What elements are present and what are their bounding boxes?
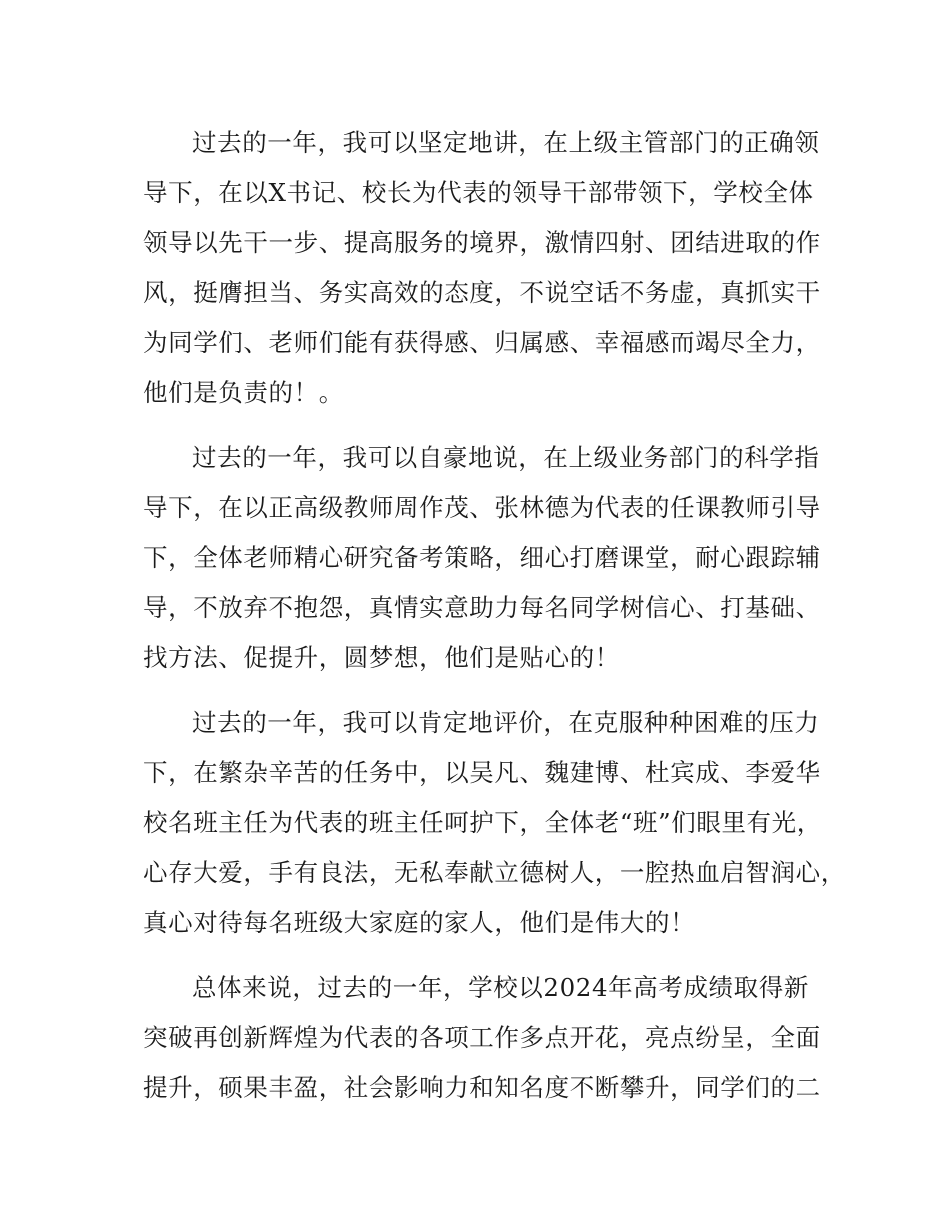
text-line: 校名班主任为代表的班主任呵护下，全体老“班”们眼里有光， bbox=[143, 808, 822, 837]
text-line: 导下，在以X书记、校长为代表的领导干部带领下，学校全体 bbox=[143, 178, 814, 207]
text-line: 过去的一年，我可以坚定地讲，在上级主管部门的正确领 bbox=[192, 128, 820, 157]
text-line: 下，全体老师精心研究备考策略，细心打磨课堂，耐心跟踪辅 bbox=[143, 543, 821, 572]
text-line: 下，在繁杂辛苦的任务中，以吴凡、魏建博、杜宾成、李爱华 bbox=[143, 758, 821, 787]
text-line: 真心对待每名班级大家庭的家人，他们是伟大的！ bbox=[143, 908, 696, 937]
text-line: 总体来说，过去的一年，学校以2024年高考成绩取得新 bbox=[192, 973, 809, 1002]
text-line: 他们是负责的！。 bbox=[143, 378, 344, 407]
text-line: 过去的一年，我可以肯定地评价，在克服种种困难的压力 bbox=[192, 708, 820, 737]
text-line: 为同学们、老师们能有获得感、归属感、幸福感而竭尽全力， bbox=[143, 328, 821, 357]
text-line: 领导以先干一步、提高服务的境界，激情四射、团结进取的作 bbox=[143, 228, 821, 257]
text-line: 过去的一年，我可以自豪地说，在上级业务部门的科学指 bbox=[192, 443, 820, 472]
text-line: 风，挺膺担当、务实高效的态度，不说空话不务虚，真抓实干 bbox=[143, 278, 821, 307]
text-line: 找方法、促提升，圆梦想，他们是贴心的！ bbox=[143, 643, 620, 672]
text-line: 突破再创新辉煌为代表的各项工作多点开花，亮点纷呈，全面 bbox=[143, 1023, 821, 1052]
text-line: 导，不放弃不抱怨，真情实意助力每名同学树信心、打基础、 bbox=[143, 593, 821, 622]
text-line: 提升，硕果丰盈，社会影响力和知名度不断攀升，同学们的二 bbox=[143, 1073, 821, 1102]
text-line: 导下，在以正高级教师周作茂、张林德为代表的任课教师引导 bbox=[143, 493, 821, 522]
text-line: 心存大爱，手有良法，无私奉献立德树人，一腔热血启智润心， bbox=[143, 858, 846, 887]
